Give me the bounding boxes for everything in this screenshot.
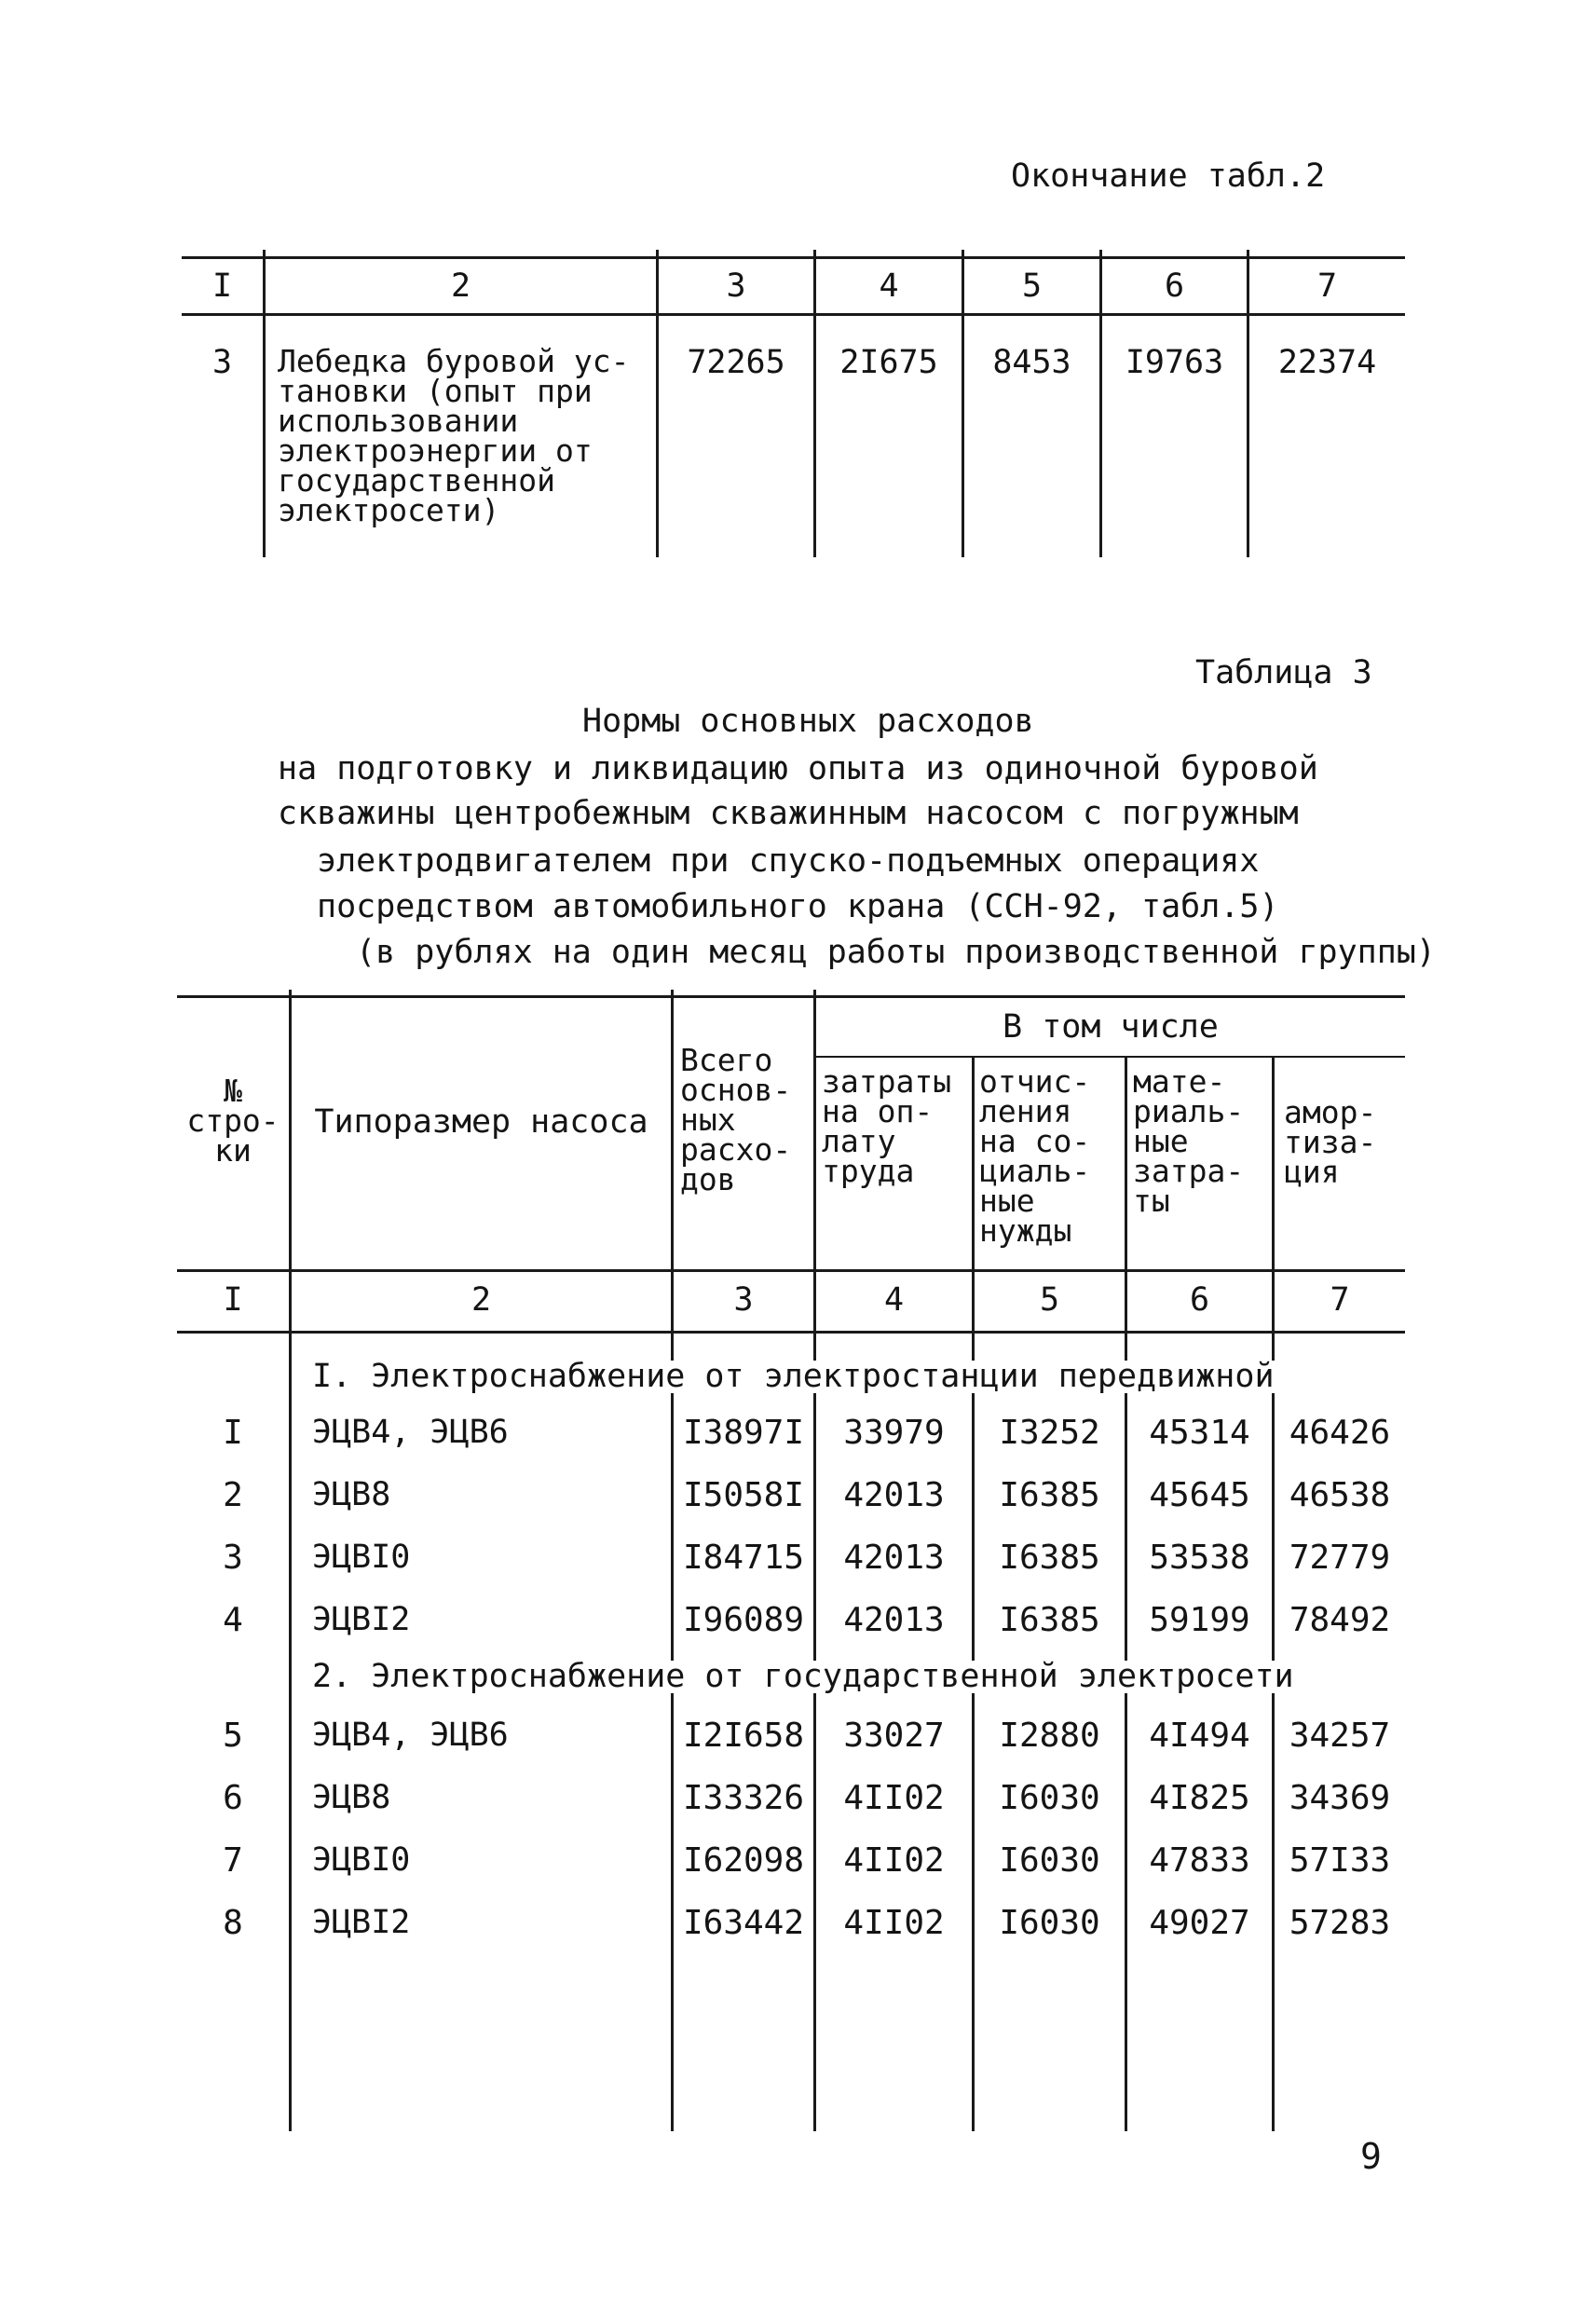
- table3-col-number: 6: [1189, 1281, 1210, 1319]
- table2-col-number: I: [211, 267, 233, 305]
- labor-value: 33027: [843, 1717, 945, 1755]
- total-value: I84715: [682, 1539, 805, 1577]
- materials-value: 49027: [1149, 1904, 1250, 1942]
- social-value: I6030: [999, 1779, 1100, 1817]
- table2-col-number: 5: [1021, 267, 1043, 305]
- table2-top-rule: [182, 256, 1405, 259]
- labor-value: 4II02: [843, 1779, 945, 1817]
- table3-col-divider: [972, 1058, 975, 2131]
- amortization-value: 34369: [1289, 1779, 1391, 1817]
- section-title: I. Электроснабжение от электростанции передвижной: [312, 1361, 1280, 1393]
- table2-continuation-caption: Окончание табл.2: [1011, 157, 1326, 195]
- social-value: I3252: [999, 1414, 1100, 1452]
- table2-header-rule: [182, 313, 1405, 316]
- labor-value: 42013: [843, 1601, 945, 1639]
- table3-col-number: I: [223, 1281, 243, 1319]
- amortization-value: 72779: [1289, 1539, 1391, 1577]
- materials-value: 4I494: [1149, 1717, 1250, 1755]
- pump-size: ЭЦВ8: [312, 1779, 391, 1816]
- header-including: В том числе: [1003, 1008, 1219, 1046]
- table3-col-divider: [289, 990, 292, 2131]
- table3-title-line: (в рублях на один месяц работы производственной группы): [356, 934, 1436, 971]
- header-material-costs: мате- риаль- ные затра- ты: [1133, 1063, 1245, 1219]
- pump-size: ЭЦВI2: [312, 1904, 411, 1941]
- labor-value: 4II02: [843, 1904, 945, 1942]
- table2-col-number: 4: [879, 267, 899, 305]
- amortization-value: 34257: [1289, 1717, 1391, 1755]
- amortization-value: 78492: [1289, 1601, 1391, 1639]
- amortization-value: 46538: [1289, 1476, 1391, 1514]
- total-value: I62098: [682, 1841, 805, 1880]
- amortization-value: 57I33: [1289, 1841, 1391, 1880]
- pump-size: ЭЦВI0: [312, 1539, 411, 1576]
- materials-value: 53538: [1149, 1539, 1250, 1577]
- header-social-contributions: отчис- ления на со- циаль- ные нужды: [979, 1063, 1091, 1249]
- social-value: I2880: [999, 1717, 1100, 1755]
- table3-title-line: скважины центробежным скважинным насосом с погружным: [278, 795, 1299, 832]
- row-number: 7: [223, 1841, 243, 1880]
- page-number: 9: [1360, 2136, 1382, 2177]
- labor-value: 42013: [843, 1539, 945, 1577]
- table2-col-number: 7: [1316, 267, 1338, 305]
- row-number: 2: [223, 1476, 243, 1514]
- table3-title-line: посредством автомобильного крана (ССН-92, табл.5): [317, 888, 1279, 925]
- row-number: 4: [223, 1601, 243, 1639]
- table3-col-divider: [1272, 1058, 1275, 2131]
- materials-value: 4I825: [1149, 1779, 1250, 1817]
- table2-cell: 8453: [992, 344, 1071, 381]
- labor-value: 4II02: [843, 1841, 945, 1880]
- materials-value: 45645: [1149, 1476, 1250, 1514]
- total-value: I33326: [682, 1779, 805, 1817]
- table3-title-line: электродвигателем при спуско-подъемных операциях: [317, 842, 1260, 880]
- labor-value: 33979: [843, 1414, 945, 1452]
- table2-col-number: 3: [726, 267, 746, 305]
- total-value: I3897I: [682, 1414, 805, 1452]
- social-value: I6385: [999, 1539, 1100, 1577]
- pump-size: ЭЦВI0: [312, 1841, 411, 1879]
- table2-cell: 72265: [687, 344, 785, 381]
- table3-col-number: 4: [883, 1281, 905, 1319]
- row-number: 6: [223, 1779, 243, 1817]
- materials-value: 59199: [1149, 1601, 1250, 1639]
- header-row-number: № стро- ки: [186, 1073, 280, 1169]
- table2-cell: I9763: [1125, 344, 1224, 381]
- social-value: I6385: [999, 1601, 1100, 1639]
- pump-size: ЭЦВ8: [312, 1476, 391, 1513]
- row-number: 3: [223, 1539, 243, 1577]
- social-value: I6030: [999, 1841, 1100, 1880]
- table3-colnum-rule: [177, 1331, 1405, 1334]
- header-pump-size: Типоразмер насоса: [314, 1103, 648, 1141]
- header-total-expenses: Всего основ- ных расхо- дов: [680, 1042, 792, 1197]
- amortization-value: 46426: [1289, 1414, 1391, 1452]
- table3-including-rule: [813, 1056, 1405, 1058]
- row-number: 8: [223, 1904, 243, 1942]
- table2-col-number: 2: [450, 267, 471, 305]
- row-number: I: [223, 1414, 243, 1452]
- table3-col-number: 3: [733, 1281, 754, 1319]
- social-value: I6030: [999, 1904, 1100, 1942]
- pump-size: ЭЦВI2: [312, 1601, 411, 1638]
- pump-size: ЭЦВ4, ЭЦВ6: [312, 1414, 509, 1451]
- amortization-value: 57283: [1289, 1904, 1391, 1942]
- header-amortization: амор- тиза- ция: [1284, 1094, 1377, 1190]
- materials-value: 47833: [1149, 1841, 1250, 1880]
- table3-col-number: 2: [471, 1281, 492, 1319]
- table2-cell: 22374: [1277, 344, 1377, 381]
- table3-title-line: Нормы основных расходов: [582, 703, 1034, 740]
- table2-row-number: 3: [211, 344, 233, 381]
- table3-col-divider: [1125, 1058, 1127, 2131]
- table3-header-rule: [177, 1269, 1405, 1272]
- total-value: I96089: [682, 1601, 805, 1639]
- table3-top-rule: [177, 995, 1405, 998]
- total-value: I63442: [682, 1904, 805, 1942]
- table3-label: Таблица 3: [1195, 654, 1372, 691]
- pump-size: ЭЦВ4, ЭЦВ6: [312, 1717, 509, 1754]
- table2-cell: 2I675: [839, 344, 938, 381]
- table3-col-number: 7: [1330, 1281, 1350, 1319]
- row-number: 5: [223, 1717, 243, 1755]
- table3-col-number: 5: [1039, 1281, 1060, 1319]
- materials-value: 45314: [1149, 1414, 1250, 1452]
- table2-col-number: 6: [1164, 267, 1185, 305]
- social-value: I6385: [999, 1476, 1100, 1514]
- table2-row-name: Лебедка буровой ус- тановки (опыт при использовании электроэнергии от государственной электросети): [278, 343, 630, 528]
- labor-value: 42013: [843, 1476, 945, 1514]
- table3-title-line: на подготовку и ликвидацию опыта из одиночной буровой: [278, 750, 1318, 787]
- header-labor-costs: затраты на оп- лату труда: [822, 1063, 952, 1189]
- total-value: I2I658: [682, 1717, 805, 1755]
- section-title: 2. Электроснабжение от государственной электросети: [312, 1661, 1300, 1693]
- total-value: I5058I: [682, 1476, 805, 1514]
